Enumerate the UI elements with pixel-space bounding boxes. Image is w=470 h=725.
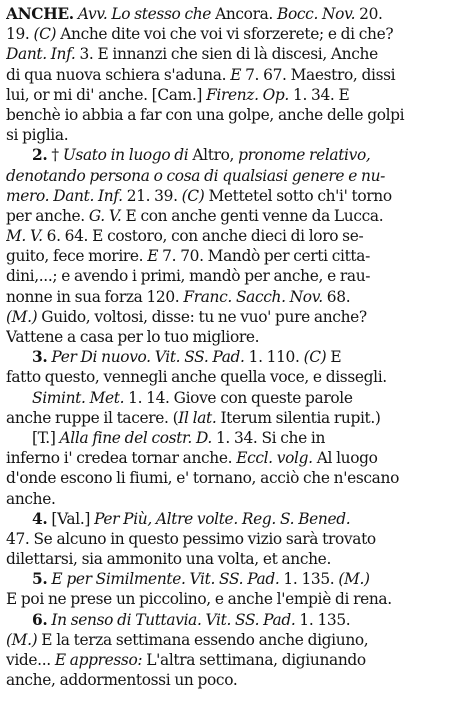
text-line: inferno i' credea tornar anche. Eccl. volg. Al luogo: [6, 449, 378, 468]
text-line: si piglia.: [6, 126, 69, 145]
text-line: 47. Se alcuno in questo pessimo vizio sarà trovato: [6, 529, 376, 548]
text-line: 5. E per Similmente. Vit. SS. Pad. 1. 135. (M.): [32, 570, 370, 589]
text-line: lui, or mi di' anche. [Cam.] Firenz. Op. 1. 34. E: [6, 85, 350, 104]
text-line: ANCHE. Avv. Lo stesso che Ancora. Bocc. Nov. 20.: [6, 5, 383, 23]
text-line: (M.) Guido, voltosi, disse: tu ne vuo' pure anche?: [6, 307, 367, 326]
text-line: dilettarsi, sia ammonito una volta, et anche.: [6, 550, 331, 569]
text-line: vide... E appresso: L'altra settimana, digiunando: [6, 651, 366, 669]
text-line: 19. (C) Anche dite voi che voi vi sforzerete; e di che?: [6, 25, 394, 44]
text-line: denotando persona o cosa di qualsiasi genere e nu-: [6, 166, 385, 185]
text-line: 6. In senso di Tuttavia. Vit. SS. Pad. 1. 135.: [32, 610, 351, 629]
text-line: per anche. G. V. E con anche genti venne da Lucca.: [6, 206, 384, 225]
text-line: E poi ne prese un piccolino, e anche l'empiè di rena.: [6, 590, 392, 609]
text-line: Dant. Inf. 3. E innanzi che sien di là discesi, Anche: [6, 45, 378, 64]
text-line: di qua nuova schiera s'aduna. E 7. 67. Maestro, dissi: [6, 65, 396, 84]
text-line: d'onde escono li fiumi, e' tornano, acciò che n'escano: [6, 469, 399, 488]
text-line: [T.] Alla fine del costr. D. 1. 34. Si che in: [32, 428, 326, 447]
text-line: Simint. Met. 1. 14. Giove con queste parole: [32, 388, 353, 407]
text-line: M. V. 6. 64. E costoro, con anche dieci di loro se-: [6, 227, 364, 246]
text-line: 3. Per Di nuovo. Vit. SS. Pad. 1. 110. (C) E: [32, 348, 342, 367]
text-line: guito, fece morire. E 7. 70. Mandò per certi citta-: [6, 247, 370, 266]
text-line: nonne in sua forza 120. Franc. Sacch. Nov. 68.: [6, 287, 351, 306]
text-line: anche ruppe il tacere. (Il lat. Iterum silentia rupit.): [6, 408, 381, 427]
text-line: 4. [Val.] Per Più, Altre volte. Reg. S. Bened.: [32, 509, 351, 528]
text-line: dini,...; e avendo i primi, mandò per anche, e rau-: [6, 267, 371, 286]
text-line: anche, addormentossi un poco.: [6, 671, 238, 690]
text-line: (M.) E la terza settimana essendo anche digiuno,: [6, 630, 369, 649]
text-line: anche.: [6, 489, 56, 508]
text-line: 2. † Usato in luogo di Altro, pronome relativo,: [32, 146, 371, 165]
text-line: fatto questo, vennegli anche quella voce, e dissegli.: [6, 368, 387, 387]
text-line: benchè io abbia a far con una golpe, anche delle golpi: [6, 105, 405, 124]
text-line: Vattene a casa per lo tuo migliore.: [6, 328, 260, 346]
text-line: mero. Dant. Inf. 21. 39. (C) Mettetel sotto ch'i' torno: [6, 186, 392, 205]
